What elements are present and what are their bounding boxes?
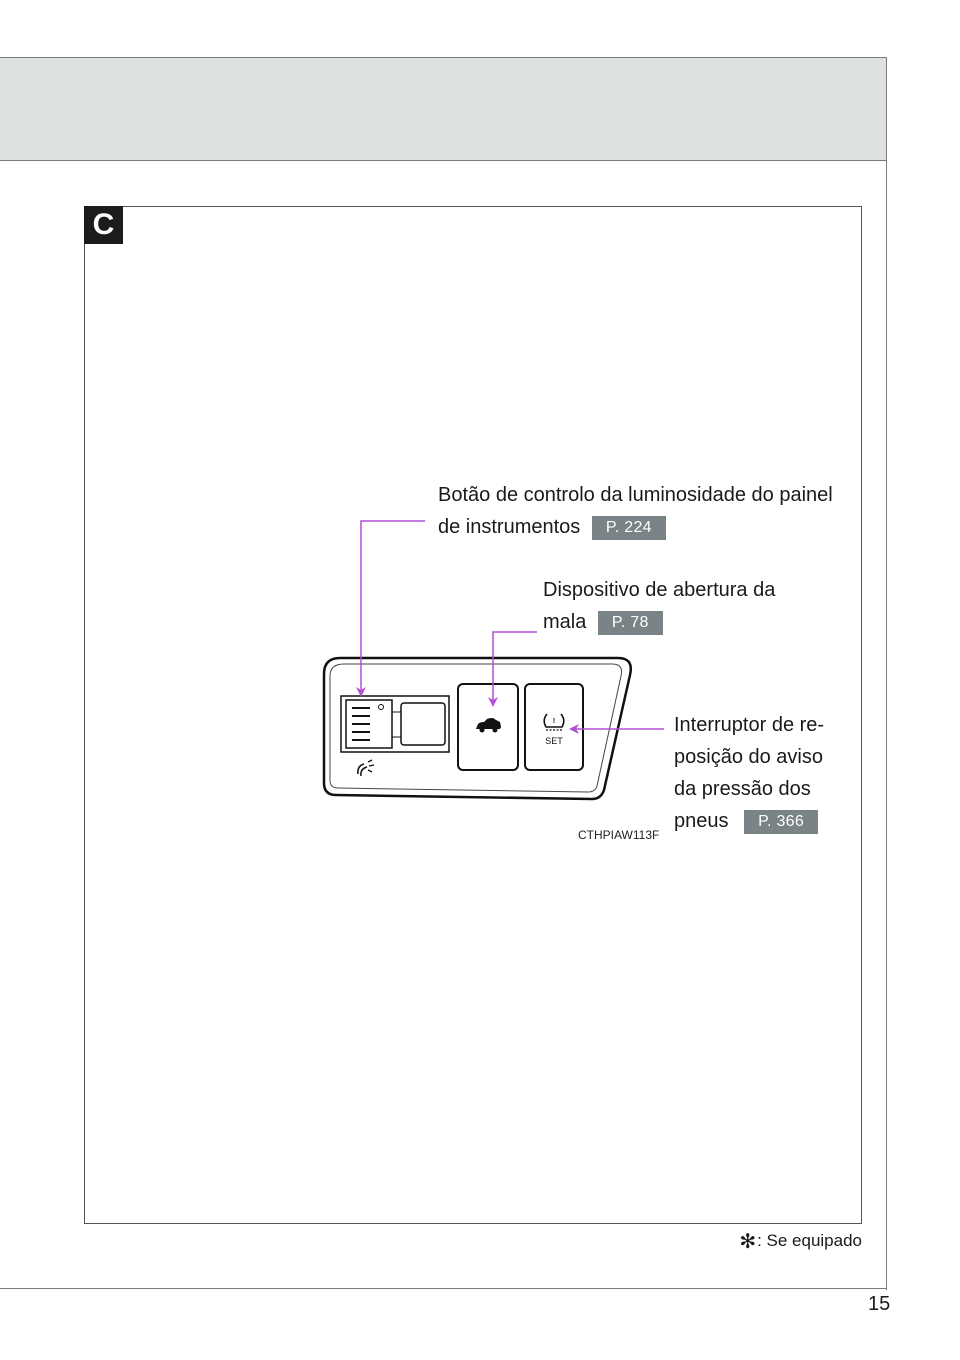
page-reference-link[interactable]: P. 366	[744, 810, 818, 834]
callout-trunk-opener-line2: mala	[543, 611, 587, 633]
callout-panel-dimmer-line1: Botão de controlo da luminosidade do painel	[438, 484, 833, 506]
callout-tire-pressure-line1: Interruptor de re-	[674, 714, 825, 736]
footnote	[739, 1229, 862, 1254]
callout-panel-dimmer-line2: de instrumentos	[438, 516, 581, 538]
set-label: SET	[545, 736, 563, 746]
asterisk-icon: ✻	[739, 1231, 757, 1253]
callout-tire-pressure-line2: posição do aviso	[674, 746, 823, 768]
image-code: CTHPIAW113F	[578, 828, 660, 842]
footnote-text: : Se equipado	[757, 1231, 862, 1250]
callout-trunk-opener-line1: Dispositivo de abertura da	[543, 579, 776, 601]
callout-tire-pressure-line3: da pressão dos	[674, 778, 811, 800]
instrument-panel-dimmer-dial[interactable]	[341, 696, 449, 752]
page-reference-link[interactable]: P. 78	[598, 611, 663, 635]
svg-text:!: !	[552, 718, 556, 725]
page-reference-link[interactable]: P. 224	[592, 516, 666, 540]
page-number: 15	[868, 1293, 891, 1315]
section-letter-badge: C	[84, 206, 123, 244]
callout-tire-pressure-line4: pneus	[674, 810, 729, 832]
